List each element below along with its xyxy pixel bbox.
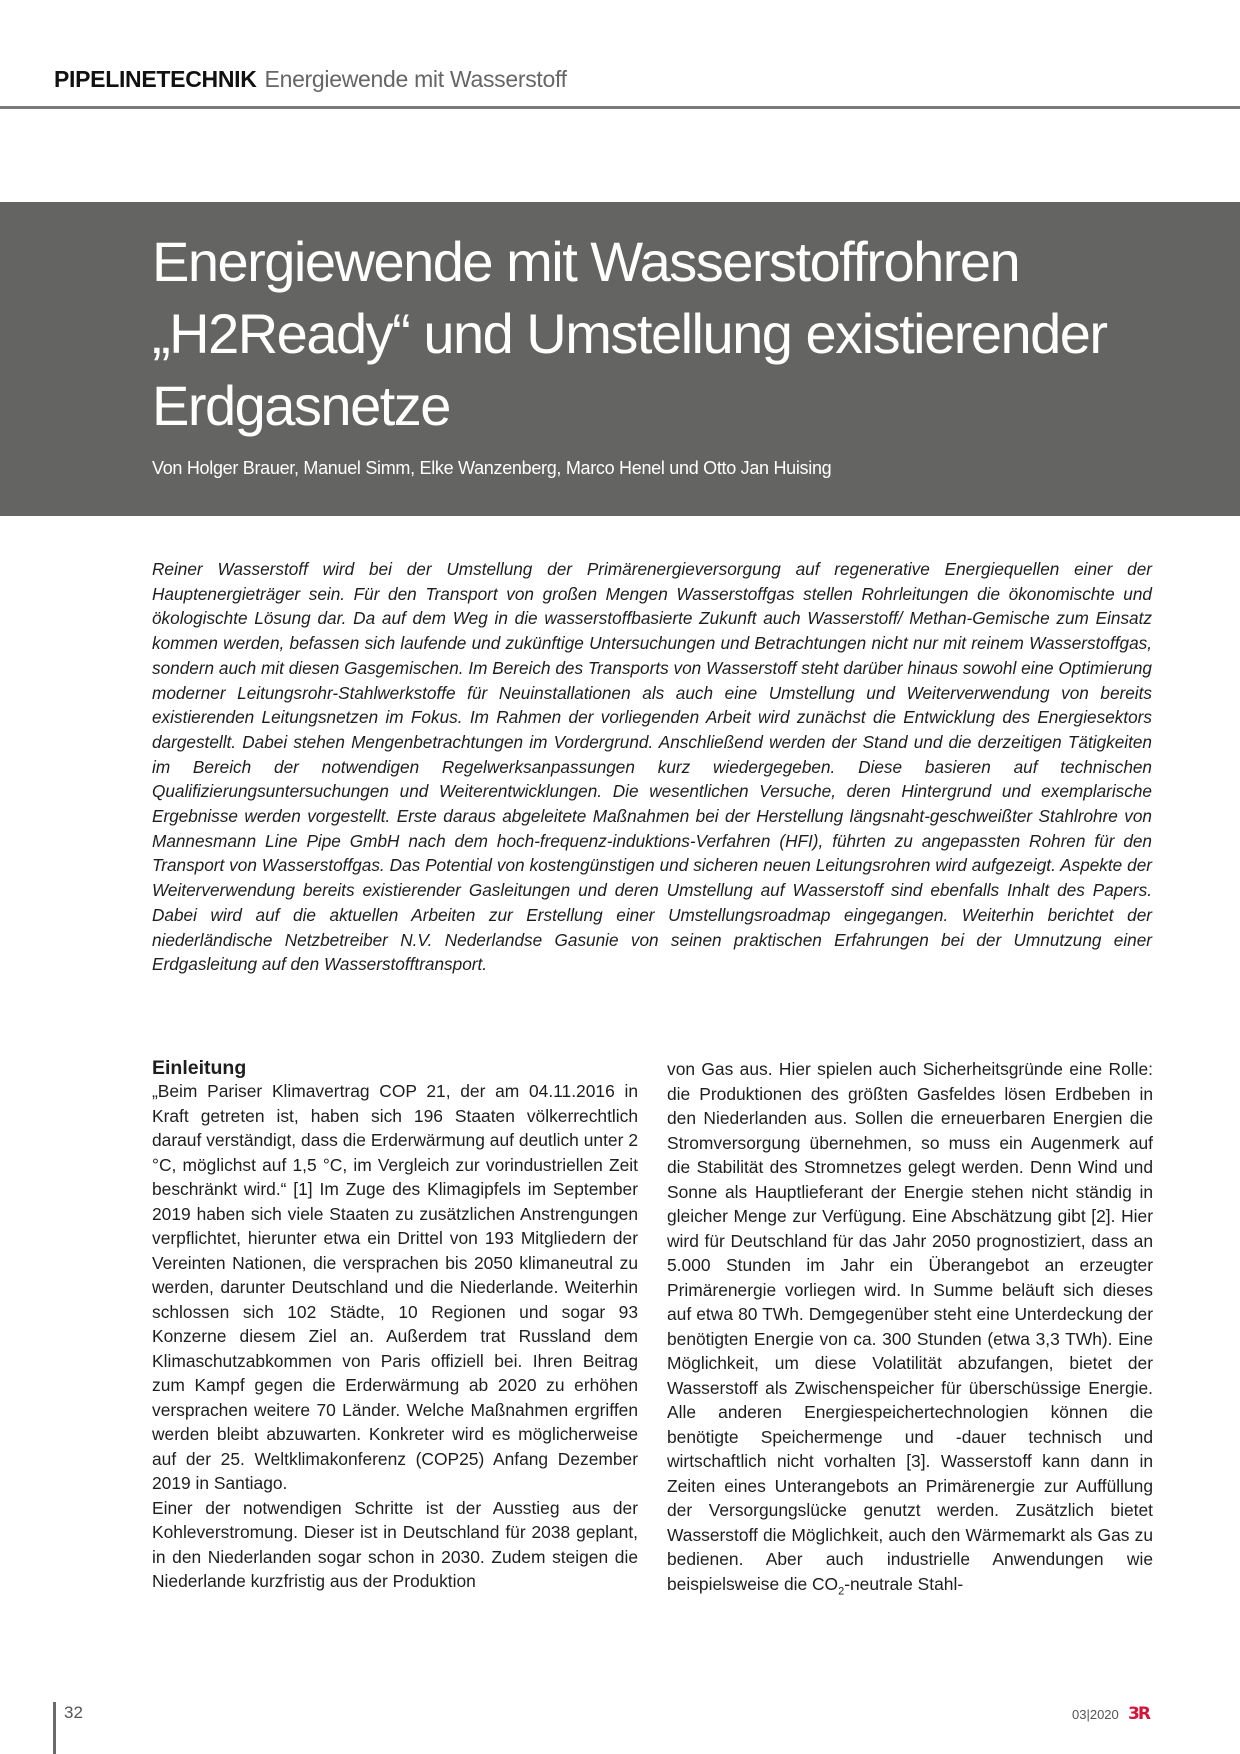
section-label: PIPELINETECHNIK	[54, 66, 257, 92]
paragraph-text: von Gas aus. Hier spielen auch Sicherheitsgründe eine Rolle: die Produktionen des größten Gasfeldes lösen Erdbeben in den Niederlanden aus. Sollen die erneuerbaren Energien die Stromversorgung übernehmen, so muss ein Augenmerk auf die Stabilität des Stromnetzes gelegt werden. Denn Wind und Sonne als Hauptlieferant der Energie stehen nicht ständig in gleicher Menge zur Verfügung. Eine Abschätzung gibt [2]. Hier wird für Deutschland für das Jahr 2050 prognostiziert, dass an 5.000 Stunden im Jahr ein Überangebot an erzeugter Primärenergie vorliegen wird. In Summe beläuft sich dieses auf etwa 80 TWh. Demgegenüber steht eine Unterdeckung der benötigten Energie von ca. 300 Stunden (etwa 3,3 TWh). Eine Möglichkeit, um diese Volatilität abzufangen, bietet der Wasserstoff als Zwischenspeicher für überschüssige Energie. Alle anderen Energiespeichertechnologien können die benötigte Speichermenge und -dauer technisch und wirtschaftlich nicht vorhalten [3]. Wasserstoff kann dann in Zeiten eines Unterangebots an Primärenergie zur Auffüllung der Versorgungslücke genutzt werden. Zusätzlich bietet Wasserstoff die Möglichkeit, auch den Wärmemarkt als Gas zu bedienen. Aber auch industrielle Anwendungen wie beispielsweise die CO	[667, 1059, 1153, 1594]
paragraph: „Beim Pariser Klimavertrag COP 21, der am 04.11.2016 in Kraft getreten ist, haben sich 196 Staaten völkerrechtlich darauf verständigt, dass die Erderwärmung auf deutlich unter 2 °C, möglichst auf 1,5 °C, im Vergleich zur vorindustriellen Zeit beschränkt wird.“ [1] Im Zuge des Klimagipfels im September 2019 haben sich viele Staaten zu zusätzlichen Anstrengungen verpflichtet, hierunter etwa ein Drittel von 193 Mitgliedern der Vereinten Nationen, die versprachen bis 2050 klimaneutral zu werden, darunter Deutschland und die Niederlande. Weiterhin schlossen sich 102 Städte, 10 Regionen und sogar 93 Konzerne diesem Ziel an. Außerdem trat Russland dem Klimaschutzabkommen von Paris offiziell bei. Ihren Beitrag zum Kampf gegen die Erderwärmung ab 2020 zu erhöhen versprachen weitere 70 Länder. Welche Maßnahmen ergriffen werden bleibt abzuwarten. Konkreter wird es möglicherweise auf der 25. Weltklimakonferenz (COP25) Anfang Dezember 2019 in Santiago.	[152, 1081, 638, 1493]
subscript: 2	[838, 1584, 845, 1597]
column-left	[152, 1055, 638, 1594]
title-band	[0, 202, 1240, 516]
publisher-logo-icon: 3R	[1128, 1704, 1149, 1724]
title-line-2: „H2Ready“ und Umstellung existierender	[152, 302, 1107, 365]
column-right	[667, 1057, 1153, 1596]
section-heading: Einleitung	[152, 1057, 247, 1079]
abstract: Reiner Wasserstoff wird bei der Umstellung der Primärenergieversorgung auf regenerative Energiequellen einer der Hauptenergieträger sein. Für den Transport von großen Mengen Wasserstoffgas stellen Rohrleitungen die ökonomischte und ökologischte Lösung dar. Da auf dem Weg in die wasserstoffbasierte Zukunft auch Wasserstoff/ Methan-Gemische zum Einsatz kommen werden, befassen sich laufende und zukünftige Untersuchungen und Betrachtungen nicht nur mit reinem Wasserstoffgas, sondern auch mit diesen Gasgemischen. Im Bereich des Transports von Wasserstoff steht darüber hinaus sowohl eine Optimierung moderner Leitungsrohr-Stahlwerkstoffe für Neuinstallationen als auch eine Umstellung und Weiterverwendung von bereits existierenden Leitungsnetzen im Fokus. Im Rahmen der vorliegenden Arbeit wird zunächst die Entwicklung des Energiesektors dargestellt. Dabei stehen Mengenbetrachtungen im Vordergrund. Anschließend werden der Stand und die derzeitigen Tätigkeiten im Bereich der notwendigen Regelwerksanpassungen kurz wiedergegeben. Diese basieren auf technischen Qualifizierungsuntersuchungen und Weiterentwicklungen. Die wesentlichen Versuche, deren Hintergrund und exemplarische Ergebnisse werden vorgestellt. Erste daraus abgeleitete Maßnahmen bei der Herstellung längsnaht-geschweißter Stahlrohre von Mannesmann Line Pipe GmbH nach dem hoch-frequenz-induktions-Verfahren (HFI), führten zu angepassten Rohren für den Transport von Wasserstoffgas. Das Potential von kostengünstigen und sicheren neuen Leitungsrohren wird aufgezeigt. Aspekte der Weiterverwendung bereits existierender Gasleitungen und deren Umstellung auf Wasserstoff sind ebenfalls Inhalt des Papers. Dabei wird auf die aktuellen Arbeiten zur Erstellung einer Umstellungsroadmap eingegangen. Weiterhin berichtet der niederländische Netzbetreiber N.V. Nederlandse Gasunie von seinen praktischen Erfahrungen bei der Umnutzung einer Erdgasleitung auf den Wasserstofftransport.	[152, 559, 1152, 975]
topic-label: Energiewende mit Wasserstoff	[264, 66, 567, 92]
paragraph	[667, 1057, 1153, 1596]
article-title	[152, 226, 1212, 442]
paragraph: Einer der notwendigen Schritte ist der Ausstieg aus der Kohleverstromung. Dieser ist in Deutschland für 2038 geplant, in den Niederlanden sogar schon in 2030. Zudem steigen die Niederlande kurzfristig aus der Produktion	[152, 1497, 638, 1591]
title-line-1: Energiewende mit Wasserstoffrohren	[152, 230, 1020, 293]
title-line-3: Erdgasnetze	[152, 374, 450, 437]
footer-bar	[53, 1702, 56, 1754]
running-head	[54, 66, 567, 93]
author-line: Von Holger Brauer, Manuel Simm, Elke Wanzenberg, Marco Henel und Otto Jan Huising	[152, 458, 832, 478]
header-rule	[0, 106, 1240, 109]
issue-number: 03|2020	[1072, 1707, 1119, 1722]
page-number: 32	[64, 1703, 83, 1722]
paragraph-tail: -neutrale Stahl-	[844, 1573, 964, 1594]
